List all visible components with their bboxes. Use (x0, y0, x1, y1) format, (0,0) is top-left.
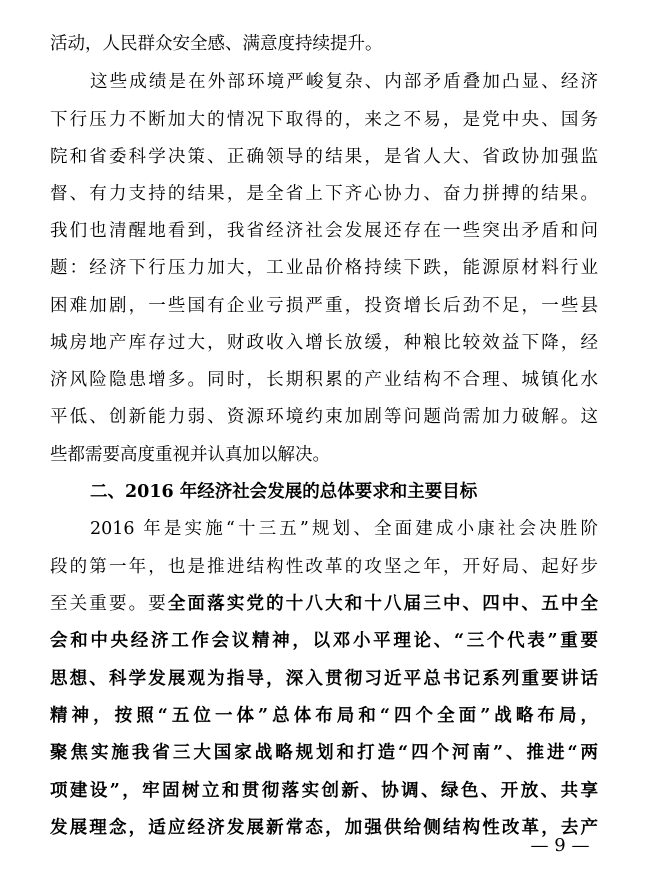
bold-paragraph-line: 思想、科学发展观为指导，深入贯彻习近平总书记系列重要讲话 (50, 669, 598, 689)
normal-text: 至关重要。要 (50, 594, 168, 614)
paragraph-line: 2016 年是实施“十三五”规划、全面建成小康社会决胜阶 (90, 519, 598, 539)
bold-paragraph-line: 聚焦实施我省三大国家战略规划和打造“四个河南”、推进“两 (50, 743, 598, 763)
paragraph-line: 活动，人民群众安全感、满意度持续提升。 (50, 34, 383, 54)
paragraph-line: 我们也清醒地看到，我省经济社会发展还存在一些突出矛盾和问 (50, 221, 598, 241)
paragraph-line: 段的第一年，也是推进结构性改革的攻坚之年，开好局、起好步 (50, 557, 598, 577)
paragraph-line: 督、有力支持的结果，是全省上下齐心协力、奋力拼搏的结果。 (50, 184, 598, 204)
bold-paragraph-line: 会和中央经济工作会议精神，以邓小平理论、“三个代表”重要 (50, 631, 598, 651)
bold-text: 全面落实党的十八大和十八届三中、四中、五中全 (167, 594, 598, 614)
paragraph-line: 城房地产库存过大，财政收入增长放缓，种粮比较效益下降，经 (50, 333, 598, 353)
paragraph-line: 这些成绩是在外部环境严峻复杂、内部矛盾叠加凸显、经济 (90, 72, 598, 92)
paragraph-line: 济风险隐患增多。同时，长期积累的产业结构不合理、城镇化水 (50, 370, 598, 390)
bold-paragraph-line: 精神，按照“五位一体”总体布局和“四个全面”战略布局， (50, 706, 598, 726)
paragraph-line: 平低、创新能力弱、资源环境约束加剧等问题尚需加力破解。这 (50, 407, 598, 427)
paragraph-line: 困难加剧，一些国有企业亏损严重，投资增长后劲不足，一些县 (50, 296, 598, 316)
bold-paragraph-line: 项建设”，牢固树立和贯彻落实创新、协调、绿色、开放、共享 (50, 781, 598, 801)
paragraph-line (50, 589, 598, 619)
section-heading: 二、2016 年经济社会发展的总体要求和主要目标 (90, 482, 478, 502)
bold-paragraph-line: 发展理念，适应经济发展新常态，加强供给侧结构性改革，去产 (50, 818, 598, 838)
paragraph-line: 院和省委科学决策、正确领导的结果，是省人大、省政协加强监 (50, 147, 598, 167)
paragraph-line: 题：经济下行压力加大，工业品价格持续下跌，能源原材料行业 (50, 258, 598, 278)
page-number: — 9 — (530, 835, 590, 856)
paragraph-line: 些都需要高度重视并认真加以解决。 (50, 445, 330, 465)
paragraph-line: 下行压力不断加大的情况下取得的，来之不易，是党中央、国务 (50, 110, 598, 130)
